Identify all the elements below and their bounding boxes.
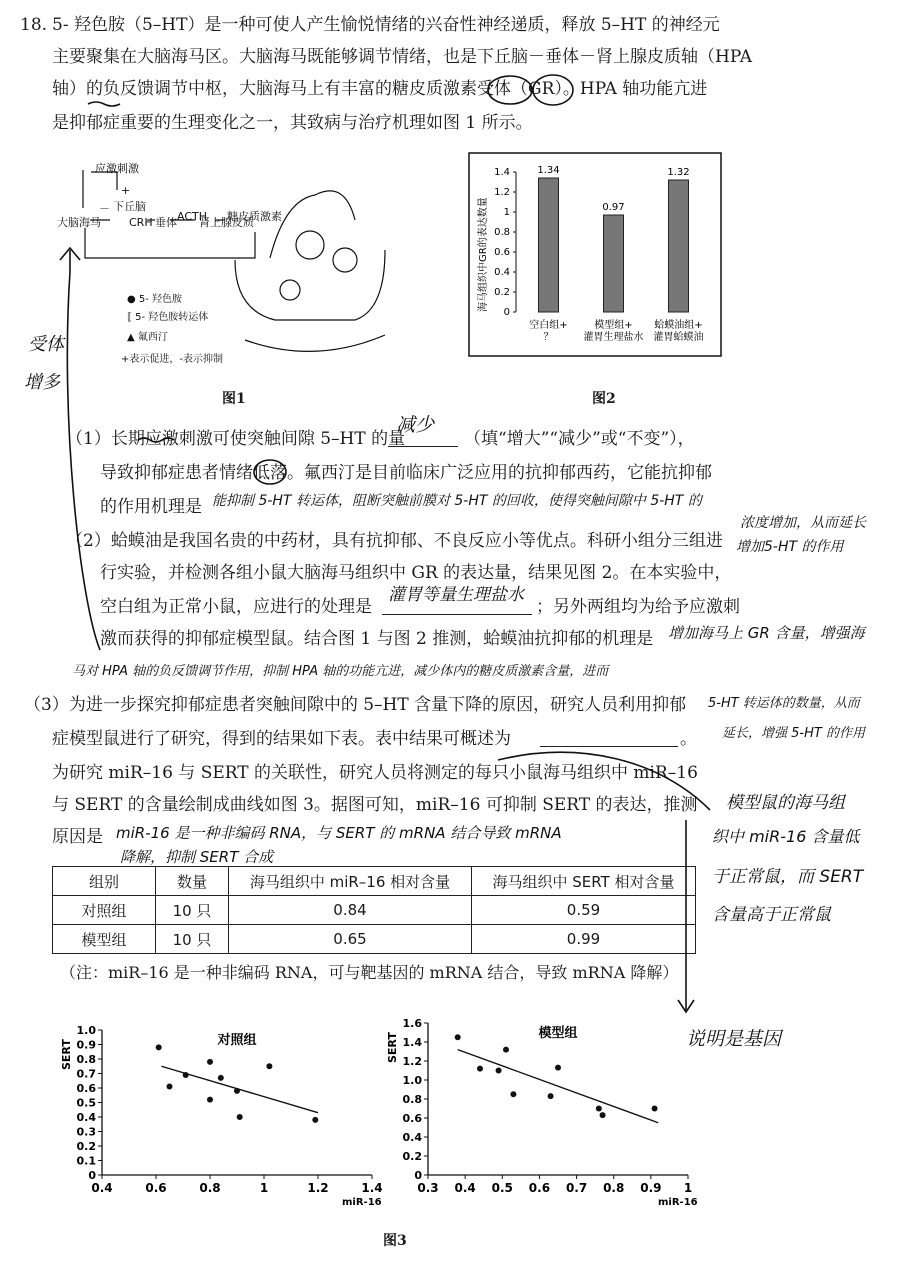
table-cell: 10 只 [156, 896, 229, 925]
part3-line-2a: 症模型鼠进行了研究，得到的结果如下表。表中结果可概述为 [52, 729, 511, 749]
scatter-title: 模型组 [538, 1026, 578, 1041]
intro-line-1: 5- 羟色胺（5–HT）是一种可使人产生愉悦情绪的兴奋性神经递质，释放 5–HT 的神经元 [52, 15, 720, 35]
table-note: （注：miR–16 是一种非编码 RNA，可与靶基因的 mRNA 结合，导致 mRNA 降解） [60, 963, 679, 982]
scatter-point [548, 1093, 554, 1099]
scatter-ytick-label: 0.8 [76, 1053, 96, 1066]
table-header-row [53, 867, 696, 896]
fig2-ytick-label: 1.2 [494, 187, 510, 198]
scatter-xtick-label: 1.2 [307, 1181, 329, 1195]
scatter-xtick-label: 0.5 [491, 1181, 513, 1195]
scatter-ytick-label: 1.4 [402, 1036, 422, 1049]
scatter-ytick-label: 0.1 [76, 1154, 96, 1168]
handwritten-side-note-4: 含量高于正常鼠 [712, 905, 831, 925]
fig1-legend-signs: +表示促进，-表示抑制 [121, 354, 223, 365]
part1-line-2: 导致抑郁症患者情绪低落。氟西汀是目前临床广泛应用的抗抑郁西药，它能抗抑郁 [100, 463, 712, 483]
scatter-point [510, 1091, 516, 1097]
part3-line-1: （3）为进一步探究抑郁症患者突触间隙中的 5–HT 含量下降的原因，研究人员利用抑郁 [24, 695, 687, 715]
scatter-point [266, 1063, 272, 1069]
handwritten-side-note-1: 模型鼠的海马组 [726, 793, 845, 813]
fig2-category-label: ？ [543, 332, 554, 343]
fig2-ytick-label: 1 [503, 207, 510, 218]
part3-blank-1[interactable] [540, 728, 678, 747]
fig2-ylabel: 海马组织中GR的表达数量 [478, 197, 489, 312]
scatter-point [237, 1114, 243, 1120]
fig1-sign-1: － [99, 202, 110, 215]
intro-line-3: 轴）的负反馈调节中枢，大脑海马上有丰富的糖皮质激素受体（GR）。HPA 轴功能亢进 [52, 79, 708, 99]
fig1-node-glucocorticoid: 糖皮质激素 [227, 210, 282, 223]
scatter-xtick-label: 0.7 [565, 1181, 588, 1195]
scatter-xtick-label: 1.4 [361, 1181, 383, 1195]
fig1-legend-fluoxetine: ▲ 氟西汀 [127, 332, 168, 343]
scatter-ytick-label: 0 [414, 1169, 422, 1182]
scatter-ytick-label: 0.6 [402, 1112, 422, 1125]
part2-line-1: （2）蛤蟆油是我国名贵的中药材，具有抗抑郁、不良反应小等优点。科研小组分三组进 [66, 531, 723, 551]
fig1-legend-serotonin: ● 5- 羟色胺 [127, 294, 183, 305]
fig2-category-label: 蛤蟆油组+ [654, 320, 703, 331]
part2-line-4: 激而获得的抑郁症模型鼠。结合图 1 与图 2 推测，蛤蟆油抗抑郁的机理是 [100, 629, 654, 649]
intro-line-2: 主要聚集在大脑海马区。大脑海马既能够调节情绪，也是下丘脑－垂体－肾上腺皮质轴（HPA [52, 47, 752, 67]
scatter-point [218, 1075, 224, 1081]
handwritten-side-note-3: 于正常鼠，而 SERT [712, 867, 864, 887]
table-cell: 0.59 [472, 896, 696, 925]
scatter-point [167, 1084, 173, 1090]
table-cell: 0.65 [229, 925, 472, 954]
scatter-xtick-label: 1 [259, 1181, 269, 1195]
fig2-bar-value-label: 1.34 [537, 165, 560, 176]
table-header-cell: 海马组织中 SERT 相对含量 [472, 867, 696, 896]
scatter-ytick-label: 0.7 [76, 1067, 96, 1081]
question-number: 18. [20, 15, 48, 35]
part1-line-1b: （填“增大”“减少”或“不变”）， [464, 429, 695, 449]
scatter-xtick-label: 1 [683, 1181, 693, 1195]
scatter-ytick-label: 0.4 [402, 1131, 422, 1144]
scatter-point [156, 1044, 162, 1050]
scatter-ytick-label: 0.2 [76, 1140, 96, 1153]
handwritten-left-note-2: 增多 [24, 372, 60, 393]
handwritten-left-note-1: 受体 [28, 334, 64, 355]
fig2-ytick-label: 0 [503, 307, 510, 318]
part1-line-1a: （1）长期应激刺激可使突触间隙 5–HT 的量 [66, 429, 406, 449]
fig2-bar [604, 215, 624, 312]
fig1-node-acth: ACTH [177, 210, 208, 223]
handwritten-side-note-5: 说明是基因 [686, 1028, 782, 1050]
scatter-ytick-label: 0 [88, 1169, 96, 1182]
fig2-ytick-label: 0.2 [494, 287, 510, 298]
scatter-point [596, 1106, 602, 1112]
scatter-ytick-label: 1.6 [402, 1017, 422, 1030]
table-cell: 对照组 [53, 896, 156, 925]
scatter-xtick-label: 0.6 [528, 1181, 551, 1195]
fig2-ytick-label: 1.4 [494, 167, 510, 178]
part3-line-5: 原因是 [52, 827, 103, 847]
scatter-point [555, 1065, 561, 1071]
scatter-ytick-label: 0.4 [76, 1111, 96, 1124]
figure3-model-scatter [380, 1010, 710, 1210]
scatter-xlabel: miR-16 [658, 1197, 698, 1208]
scatter-trend-line [161, 1066, 318, 1112]
scatter-ytick-label: 1.0 [402, 1074, 422, 1087]
scatter-point [312, 1117, 318, 1123]
results-table [52, 866, 696, 954]
fig2-bar [669, 180, 689, 312]
figure1-diagram [55, 150, 455, 380]
scatter-point [207, 1097, 213, 1103]
scatter-point [477, 1066, 483, 1072]
figure3-caption: 图3 [383, 1233, 407, 1249]
handwritten-answer-1: 减少 [396, 414, 435, 436]
scatter-xtick-label: 0.9 [640, 1181, 662, 1195]
scatter-point [600, 1112, 606, 1118]
fig1-node-hippocampus: 大脑海马 [57, 216, 101, 229]
scatter-ytick-label: 1.0 [76, 1024, 96, 1037]
fig2-category-label: 空白组+ [529, 320, 568, 331]
scatter-xtick-label: 0.8 [603, 1181, 625, 1195]
scatter-xlabel: miR-16 [342, 1197, 382, 1208]
table-row [53, 896, 696, 925]
table-cell: 0.99 [472, 925, 696, 954]
part1-line-3: 的作用机理是 [100, 497, 202, 517]
scatter-xtick-label: 0.6 [145, 1181, 167, 1195]
scatter-ytick-label: 0.6 [76, 1082, 96, 1095]
handwritten-answer-2d: 5-HT 转运体的数量，从而 [708, 696, 860, 711]
fig2-bar [539, 178, 559, 312]
fig2-category-label: 灌胃蛤蟆油 [653, 332, 704, 343]
figure2-caption: 图2 [592, 391, 616, 407]
fig1-sign-2: + [121, 184, 131, 197]
part2-line-3a: 空白组为正常小鼠，应进行的处理是 [100, 597, 372, 617]
figure2-bar-chart [468, 152, 723, 357]
scatter-trend-line [458, 1050, 659, 1123]
part3-line-2b: 。 [680, 729, 697, 749]
handwritten-side-note-2: 织中 miR-16 含量低 [712, 827, 860, 846]
table-header-cell: 海马组织中 miR–16 相对含量 [229, 867, 472, 896]
handwritten-answer-1c: 浓度增加，从而延长 [740, 515, 866, 531]
fig2-category-label: 灌胃生理盐水 [583, 332, 644, 343]
table-header-cell: 组别 [53, 867, 156, 896]
fig2-ytick-label: 0.6 [494, 247, 510, 258]
scatter-point [455, 1034, 461, 1040]
fig1-node-adrenal: 肾上腺皮质 [199, 216, 254, 229]
part2-line-3b: ；另外两组均为给予应激刺 [536, 597, 740, 617]
fig2-bar-value-label: 1.32 [667, 167, 690, 178]
scatter-ytick-label: 0.8 [402, 1093, 422, 1106]
fig1-legend-transporter: ⟦ 5- 羟色胺转运体 [127, 312, 209, 323]
table-cell: 10 只 [156, 925, 229, 954]
fig2-ytick-label: 0.4 [494, 267, 510, 278]
table-cell: 模型组 [53, 925, 156, 954]
scatter-point [496, 1068, 502, 1074]
table-cell: 0.84 [229, 896, 472, 925]
handwritten-answer-2b: 增加海马上 GR 含量，增强海 [668, 624, 865, 642]
handwritten-answer-2e: 延长，增强 5-HT 的作用 [722, 726, 865, 741]
fig1-node-crh: CRH [129, 216, 153, 229]
fig1-node-stress: 应激刺激 [95, 162, 139, 175]
fig2-category-label: 模型组+ [594, 320, 633, 331]
fig1-node-hypothalamus: 下丘脑 [113, 200, 146, 213]
scatter-ytick-label: 0.9 [76, 1038, 96, 1052]
part3-line-3: 为研究 miR–16 与 SERT 的关联性，研究人员将测定的每只小鼠海马组织中 miR–16 [52, 763, 698, 783]
fig2-bar-value-label: 0.97 [602, 202, 625, 213]
table-header-cell: 数量 [156, 867, 229, 896]
handwritten-answer-1d: 增加5-HT 的作用 [736, 539, 844, 555]
scatter-ytick-label: 1.2 [402, 1055, 422, 1068]
scatter-xtick-label: 0.4 [91, 1181, 113, 1195]
part2-line-2: 行实验，并检测各组小鼠大脑海马组织中 GR 的表达量，结果见图 2。在本实验中， [100, 563, 732, 583]
handwritten-answer-2c: 马对 HPA 轴的负反馈调节作用，抑制 HPA 轴的功能亢进，减少体内的糖皮质激素含量，进而 [72, 664, 609, 679]
scatter-ytick-label: 0.5 [76, 1096, 96, 1110]
scatter-xtick-label: 0.3 [417, 1181, 439, 1195]
scatter-point [207, 1059, 213, 1065]
figure3-control-scatter [52, 1020, 387, 1210]
scatter-xtick-label: 0.4 [454, 1181, 476, 1195]
scatter-xtick-label: 0.8 [199, 1181, 221, 1195]
handwritten-answer-1b: 能抑制 5-HT 转运体，阻断突触前膜对 5-HT 的回收，使得突触间隙中 5-HT 的 [212, 493, 702, 509]
intro-line-4: 是抑郁症重要的生理变化之一，其致病与治疗机理如图 1 所示。 [52, 113, 533, 133]
handwritten-answer-3: miR-16 是一种非编码 RNA，与 SERT 的 mRNA 结合导致 mRNA [116, 824, 562, 842]
part3-line-4: 与 SERT 的含量绘制成曲线如图 3。据图可知，miR–16 可抑制 SERT 的表达，推测 [52, 795, 698, 815]
scatter-ytick-label: 0.3 [76, 1125, 96, 1139]
handwritten-answer-2: 灌胃等量生理盐水 [388, 585, 524, 605]
scatter-ytick-label: 0.2 [402, 1150, 422, 1163]
scatter-ylabel: SERT [386, 1032, 399, 1063]
handwritten-answer-3b: 降解，抑制 SERT 合成 [120, 848, 274, 866]
scatter-ylabel: SERT [60, 1039, 73, 1070]
fig2-ytick-label: 0.8 [494, 227, 510, 238]
table-row [53, 925, 696, 954]
scatter-point [652, 1106, 658, 1112]
fig1-node-pituitary: 垂体 [155, 216, 177, 229]
scatter-point [503, 1047, 509, 1053]
scatter-title: 对照组 [217, 1033, 257, 1048]
figure1-caption: 图1 [222, 391, 246, 407]
